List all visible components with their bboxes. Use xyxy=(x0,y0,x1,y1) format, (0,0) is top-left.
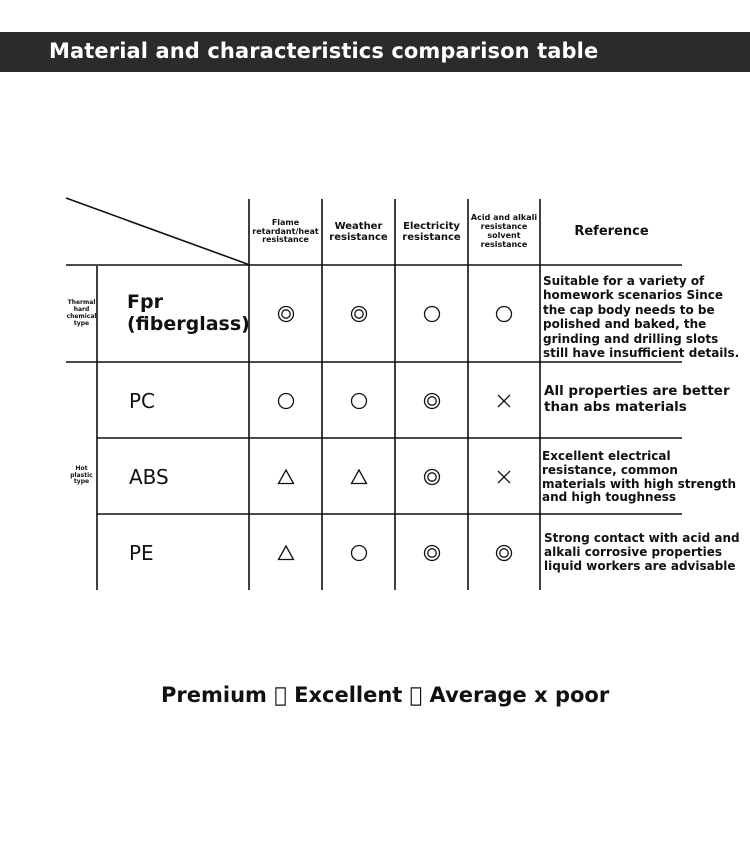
material-name-pc: PC xyxy=(129,388,156,413)
column-header-flame: Flame retardant/heat resistance xyxy=(252,217,319,245)
rating-cross-icon xyxy=(469,439,539,514)
rating-triangle-icon xyxy=(250,515,321,590)
rating-circle-icon xyxy=(250,363,321,438)
rating-circle-icon xyxy=(323,363,394,438)
material-name-abs: ABS xyxy=(129,464,169,489)
group-label-thermal: Thermal hard chemical type xyxy=(66,299,97,327)
reference-pc: All properties are better than abs materials xyxy=(544,383,730,415)
rating-double-circle-icon xyxy=(396,363,467,438)
rating-double-circle-icon xyxy=(250,266,321,362)
rating-circle-icon xyxy=(396,266,467,362)
group-label-hot: Hot plastic type xyxy=(70,464,93,486)
rating-circle-icon xyxy=(469,266,539,362)
rating-cross-icon xyxy=(469,363,539,438)
material-name-pe: PE xyxy=(129,540,154,565)
rating-double-circle-icon xyxy=(396,515,467,590)
reference-pe: Strong contact with acid and alkali corrosive properties liquid workers are advisable xyxy=(544,531,740,573)
reference-abs: Excellent electrical resistance, common materials with high strength and high toughness xyxy=(542,449,737,505)
rating-triangle-icon xyxy=(250,439,321,514)
column-header-reference: Reference xyxy=(574,223,649,239)
rating-double-circle-icon xyxy=(323,266,394,362)
rating-double-circle-icon xyxy=(469,515,539,590)
column-header-acid: Acid and alkali resistance solvent resistance xyxy=(470,213,538,249)
rating-triangle-icon xyxy=(323,439,394,514)
rating-circle-icon xyxy=(323,515,394,590)
legend-text: Premium   Excellent   Average x poor xyxy=(161,683,610,707)
reference-fpr: Suitable for a variety of homework scenarios Since the cap body needs to be polished and baked, the grinding and drilling slots still have insufficient details. xyxy=(543,274,740,360)
page-title: Material and characteristics comparison table xyxy=(49,39,599,63)
column-header-weather: Weather resistance xyxy=(329,221,388,243)
column-header-electricity: Electricity resistance xyxy=(402,221,461,243)
rating-double-circle-icon xyxy=(396,439,467,514)
material-name-fpr: Fpr (fiberglass) xyxy=(127,291,250,335)
